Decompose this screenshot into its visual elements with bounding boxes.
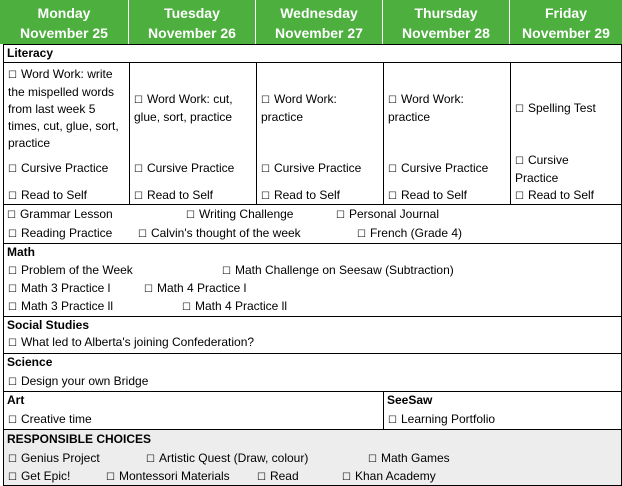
social-studies-item[interactable]: ☐ What led to Alberta's joining Confederation? [8,334,254,352]
read-to-self-thursday[interactable]: ☐ Read to Self [388,187,467,205]
divider [3,243,622,244]
art-title: Art [7,393,25,407]
science-item[interactable]: ☐ Design your own Bridge [8,373,148,391]
read-to-self-monday[interactable]: ☐ Read to Self [8,187,87,205]
day-date: November 25 [20,25,108,41]
day-date: November 28 [402,25,490,41]
day-name: Friday [544,5,587,21]
writing-challenge[interactable]: ☐ Writing Challenge [186,206,293,224]
divider [129,62,130,204]
divider [383,391,384,429]
divider [383,62,384,204]
montessori-materials[interactable]: ☐ Montessori Materials [106,468,230,486]
math-games[interactable]: ☐ Math Games [368,450,450,468]
math-4-practice-1[interactable]: ☐ Math 4 Practice l [144,280,246,298]
reading-practice[interactable]: ☐ Reading Practice [8,225,112,243]
social-studies-title: Social Studies [7,318,90,332]
get-epic[interactable]: ☐ Get Epic! [8,468,70,486]
day-name: Thursday [414,5,478,21]
literacy-title: Literacy [7,46,54,60]
french-grade-4[interactable]: ☐ French (Grade 4) [357,225,462,243]
problem-of-the-week[interactable]: ☐ Problem of the Week [8,262,133,280]
divider [3,44,4,486]
math-challenge-seesaw[interactable]: ☐ Math Challenge on Seesaw (Subtraction) [222,262,454,280]
math-title: Math [7,245,35,259]
math-3-practice-2[interactable]: ☐ Math 3 Practice ll [8,298,113,316]
genius-project[interactable]: ☐ Genius Project [8,450,100,468]
spelling-test-friday[interactable]: ☐ Spelling Test [515,100,596,118]
seesaw-title: SeeSaw [387,393,433,407]
word-work-thursday[interactable]: ☐ Word Work: practice [388,91,506,126]
read-to-self-wednesday[interactable]: ☐ Read to Self [261,187,340,205]
day-header-thursday [383,0,510,44]
day-header-monday [0,0,129,44]
science-title: Science [7,355,53,369]
cursive-wednesday[interactable]: ☐ Cursive Practice [261,160,361,178]
day-name: Tuesday [164,5,220,21]
word-work-wednesday[interactable]: ☐ Word Work: practice [261,91,379,126]
read-to-self-friday[interactable]: ☐ Read to Self [515,187,594,205]
day-date: November 26 [148,25,236,41]
day-date: November 29 [522,25,610,41]
math-3-practice-1[interactable]: ☐ Math 3 Practice l [8,280,110,298]
divider [3,44,622,45]
divider [3,353,622,354]
divider [3,391,622,392]
artistic-quest[interactable]: ☐ Artistic Quest (Draw, colour) [146,450,308,468]
khan-academy[interactable]: ☐ Khan Academy [342,468,436,486]
cursive-thursday[interactable]: ☐ Cursive Practice [388,160,488,178]
read-choice[interactable]: ☐ Read [257,468,299,486]
seesaw-item[interactable]: ☐ Learning Portfolio [388,411,495,429]
grammar-lesson[interactable]: ☐ Grammar Lesson [7,206,113,224]
art-item[interactable]: ☐ Creative time [8,411,92,429]
personal-journal[interactable]: ☐ Personal Journal [336,206,439,224]
read-to-self-tuesday[interactable]: ☐ Read to Self [134,187,213,205]
divider [3,429,622,430]
day-date: November 27 [275,25,363,41]
cursive-monday[interactable]: ☐ Cursive Practice [8,160,108,178]
word-work-monday[interactable]: ☐ Word Work: write the mispelled words from last week 5 times, cut, glue, sort, practice [8,66,128,152]
day-name: Monday [37,5,91,21]
divider [3,316,622,317]
day-header-wednesday [256,0,383,44]
math-4-practice-2[interactable]: ☐ Math 4 Practice ll [182,298,287,316]
word-work-tuesday[interactable]: ☐ Word Work: cut, glue, sort, practice [134,91,254,126]
divider [256,62,257,204]
divider [3,62,622,63]
day-header-friday [510,0,622,44]
cursive-tuesday[interactable]: ☐ Cursive Practice [134,160,234,178]
calvins-thought[interactable]: ☐ Calvin's thought of the week [138,225,301,243]
divider [510,62,511,204]
cursive-friday[interactable]: ☐ Cursive Practice [515,152,607,187]
responsible-choices-title: RESPONSIBLE CHOICES [7,432,152,446]
day-header-tuesday [129,0,256,44]
day-name: Wednesday [280,5,358,21]
